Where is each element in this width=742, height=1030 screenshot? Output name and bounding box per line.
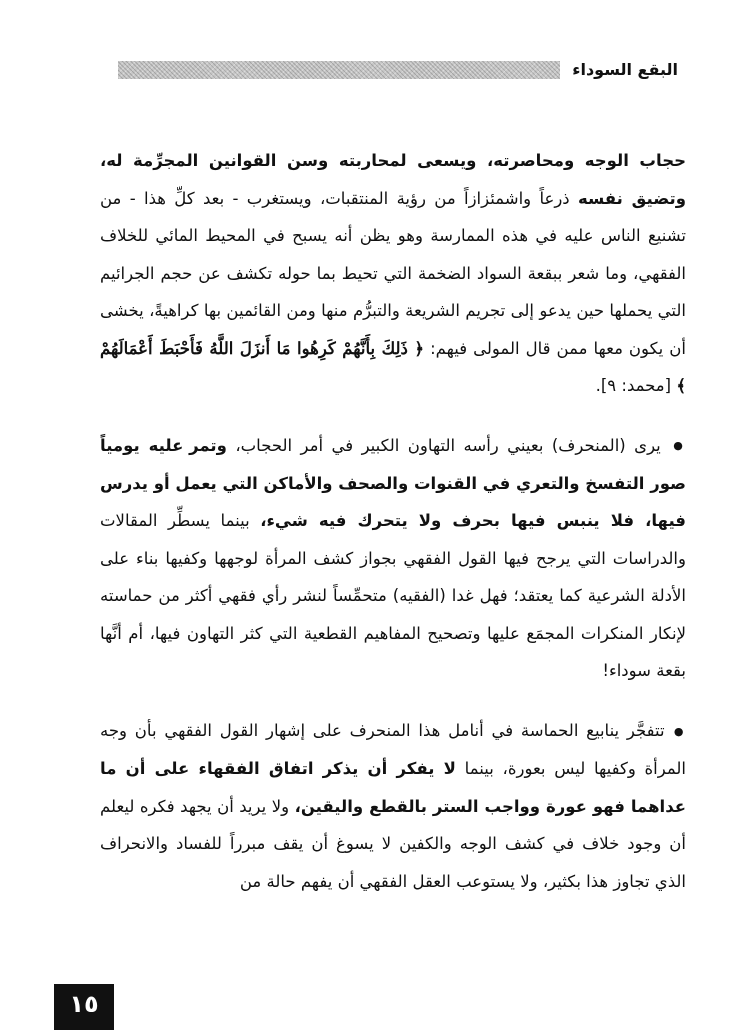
verse-reference: [محمد: ٩]. xyxy=(595,376,677,395)
bullet-icon: ● xyxy=(673,439,686,453)
paragraph-1-bold-text: حجاب الوجه ومحاصرته، ويسعى لمحاربته وسن القوانين المجرِّمة له، وتضيق نفسه xyxy=(100,151,686,208)
paragraph-3-text-a: تتفجَّر ينابيع الحماسة في أنامل هذا المنحرف على إشهار القول الفقهي بأن وجه المرأة وكفيها ليس بعورة، بينما xyxy=(100,720,686,778)
running-header xyxy=(118,57,678,83)
paragraph-3 xyxy=(100,712,686,900)
bullet-icon: ● xyxy=(673,724,686,738)
paragraph-3-bold-text: لا يفكر أن يذكر اتفاق الفقهاء على أن ما عداهما فهو عورة وواجب الستر بالقطع واليقين، xyxy=(100,759,687,816)
paragraph-2-text-a: يرى (المنحرف) بعيني رأسه التهاون الكبير في أمر الحجاب، xyxy=(226,435,670,455)
paragraph-3-text-b: ولا يريد أن يجهد فكره ليعلم أن وجود خلاف في كشف الوجه والكفين لا يسوغ أن يقف مبرراً للفساد والانحراف الذي تجاوز هذا بكثير، ولا يستوعب العقل الفقهي أن يفهم حالة من xyxy=(100,796,686,891)
paragraph-1 xyxy=(100,142,686,405)
running-header-title: البقع السوداء xyxy=(572,60,678,79)
paragraph-2-bold-text: وتمر عليه يومياً صور التفسخ والتعري في القنوات والصحف والأماكن التي يعمل أو يدرس فيها، فلا ينبس فيها بحرف ولا يتحرك فيه شيء، xyxy=(100,435,686,531)
page-number: ١٥ xyxy=(54,984,114,1030)
paragraph-2-text-b: بينما يسطِّر المقالات والدراسات التي يرجح فيها القول الفقهي بجواز كشف المرأة لوجهها وكفيها بناء على الأدلة الشرعية كما يعتقد؛ فهل غدا (الفقيه) متحمِّساً لنشر رأي فقهي أكثر من حماسته لإنكار المنكرات المجمَع عليها وتصحيح المفاهيم القطعية التي كثر التهاون فيها، أم أنَّها بقعة سوداء! xyxy=(100,511,686,681)
paragraph-1-text: ذرعاً واشمئزازاً من رؤية المنتقبات، ويستغرب - بعد كلِّ هذا - من تشنيع الناس عليه في هذه الممارسة وهو يظن أنه يسبح في المحيط المائي للخلاف الفقهي، وما شعر ببقعة السواد الضخمة التي تحيط بما حوله تكشف عن حجم الجرائيم التي يحملها حين يدعو إلى تجريم الشريعة والتبرُّم منها ومن القائمين بها كراهيةً، يخشى أن يكون معها ممن قال المولى فيهم: xyxy=(100,188,686,358)
page-body xyxy=(100,142,686,900)
header-decorative-bar xyxy=(118,61,560,79)
paragraph-2 xyxy=(100,427,686,690)
quran-verse: ﴿ ذَلِكَ بِأَنَّهُمْ كَرِهُوا مَا أَنزَلَ اللَّهُ فَأَحْبَطَ أَعْمَالَهُمْ ﴾ xyxy=(100,338,686,395)
